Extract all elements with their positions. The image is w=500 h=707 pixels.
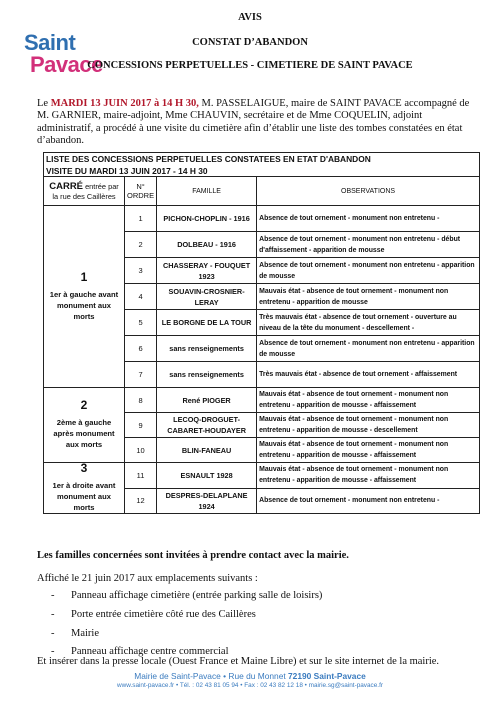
row-number: 4 — [125, 284, 157, 310]
row-number: 6 — [125, 336, 157, 362]
carre-number: 3 — [80, 461, 88, 475]
row-number: 11 — [125, 463, 157, 489]
bullet-text: Porte entrée cimetière côté rue des Caillères — [71, 609, 256, 620]
row-observation: Absence de tout ornement - monument non entretenu - — [257, 488, 480, 514]
row-number: 9 — [125, 413, 157, 438]
footer-contact: www.saint-pavace.fr • Tél. : 02 43 81 05 94 • Fax : 02 43 82 12 18 • mairie.sg@saint-pavace.fr — [116, 682, 383, 689]
carre-desc: 2ème à gauche après monument aux morts — [53, 418, 115, 449]
carre-desc: 1er à gauche avant monument aux morts — [49, 289, 119, 321]
row-number: 10 — [125, 438, 157, 463]
carre-number: 2 — [80, 398, 88, 412]
header-concessions: CONCESSIONS PERPETUELLES - CIMETIERE DE SAINT PAVACE — [87, 60, 413, 71]
row-observation: Absence de tout ornement - monument non entretenu - apparition de mousse — [257, 336, 480, 362]
row-family: sans renseignements — [157, 336, 257, 362]
row-family: ESNAULT 1928 — [157, 463, 257, 489]
carre-desc: 1er à droite avant monument aux morts — [52, 481, 116, 512]
intro-rest: M. PASSELAIGUE, maire de SAINT PAVACE accompagné de M. GARNIER, maire-adjoint, Mme CHAUVIN, secrétaire et de Mme COQUELIN, adjoint administratif, a procédé à une visite du cimetière afin d’établir une liste des tombes constatées en état d’abandon. — [37, 98, 470, 147]
row-family: René PIOGER — [157, 388, 257, 413]
header-avis: AVIS — [238, 12, 262, 23]
row-observation: Absence de tout ornement - monument non entretenu - apparition de mousse — [257, 258, 480, 284]
carre-2 — [44, 388, 125, 463]
row-observation: Mauvais état - absence de tout ornement - monument non entretenu - apparition de mousse - affaissement — [257, 388, 480, 413]
bullet-item: - Mairie — [51, 628, 99, 639]
footer — [0, 671, 500, 689]
row-family: CHASSERAY - FOUQUET 1923 — [157, 258, 257, 284]
header-carre — [44, 177, 125, 206]
row-number: 3 — [125, 258, 157, 284]
row-family: PICHON-CHOPLIN - 1916 — [157, 206, 257, 232]
header-num-line1: N° — [136, 182, 145, 191]
header-carre-rest: entrée par la rue des Caillères — [52, 182, 119, 201]
bullet-text: Mairie — [71, 628, 99, 639]
header-num-line2: ORDRE — [127, 191, 155, 200]
families-invitation: Les familles concernées sont invitées à prendre contact avec la mairie. — [37, 550, 349, 561]
row-family: LECOQ-DROGUET-CABARET-HOUDAYER — [157, 413, 257, 438]
row-observation: Très mauvais état - absence de tout ornement - affaissement — [257, 362, 480, 388]
row-family: LE BORGNE DE LA TOUR — [157, 310, 257, 336]
bullet-text: Panneau affichage centre commercial — [71, 646, 229, 657]
row-number: 1 — [125, 206, 157, 232]
presse-paragraph: Et insérer dans la presse locale (Ouest France et Maine Libre) et sur le site internet de la mairie. — [37, 656, 440, 667]
footer-rue: Rue du Monnet — [228, 671, 286, 681]
carre-1 — [44, 206, 125, 388]
header-observations: OBSERVATIONS — [257, 177, 480, 206]
intro-date: MARDI 13 JUIN 2017 à 14 H 30, — [50, 98, 199, 109]
row-observation: Mauvais état - absence de tout ornement - monument non entretenu - apparition de mousse — [257, 284, 480, 310]
row-number: 8 — [125, 388, 157, 413]
header-num — [125, 177, 157, 206]
row-observation: Mauvais état - absence de tout ornement - monument non entretenu - apparition de mousse - descellement — [257, 413, 480, 438]
abandon-table — [43, 152, 480, 514]
intro-paragraph — [37, 98, 477, 148]
row-observation: Absence de tout ornement - monument non entretenu - — [257, 206, 480, 232]
bullet-text: Panneau affichage cimetière (entrée parking salle de loisirs) — [71, 590, 323, 601]
header-family: FAMILLE — [157, 177, 257, 206]
bullet-item: - Porte entrée cimetière côté rue des Caillères — [51, 609, 256, 620]
row-observation: Mauvais état - absence de tout ornement - monument non entretenu - apparition de mousse - affaissement — [257, 438, 480, 463]
bullet-item: - Panneau affichage cimetière (entrée parking salle de loisirs) — [51, 590, 323, 601]
row-family: SOUAVIN-CROSNIER-LERAY — [157, 284, 257, 310]
footer-address: Mairie de Saint-Pavace • Rue du Monnet 72190 Saint-Pavace — [134, 671, 366, 681]
header-carre-bold: CARRÉ — [49, 181, 84, 192]
row-observation: Absence de tout ornement - monument non entretenu - début d'affaissement - apparition de mousse — [257, 232, 480, 258]
table-subtitle: VISITE DU MARDI 13 JUIN 2017 - 14 H 30 — [44, 165, 480, 177]
carre-3 — [44, 463, 125, 514]
logo-line-pavace: Pavace — [30, 52, 103, 77]
row-observation: Mauvais état - absence de tout ornement - monument non entretenu - apparition de mousse - affaissement — [257, 463, 480, 489]
row-family: BLIN-FANEAU — [157, 438, 257, 463]
header-constat: CONSTAT D’ABANDON — [192, 37, 308, 48]
carre-number: 1 — [80, 269, 88, 284]
row-number: 2 — [125, 232, 157, 258]
row-family: DOLBEAU - 1916 — [157, 232, 257, 258]
affiche-line: Affiché le 21 juin 2017 aux emplacements suivants : — [37, 573, 258, 584]
bullet-item: - Panneau affichage centre commercial — [51, 646, 229, 657]
row-number: 12 — [125, 488, 157, 514]
row-number: 5 — [125, 310, 157, 336]
intro-prefix: Le — [37, 98, 51, 109]
row-family: sans renseignements — [157, 362, 257, 388]
row-family: DESPRES-DELAPLANE 1924 — [157, 488, 257, 514]
footer-mairie: Mairie de Saint-Pavace — [134, 671, 221, 681]
footer-cp: 72190 Saint-Pavace — [288, 671, 366, 681]
row-observation: Très mauvais état - absence de tout ornement - ouverture au niveau de la tête du monument - descellement - — [257, 310, 480, 336]
logo-line-saint: Saint — [24, 30, 76, 55]
row-number: 7 — [125, 362, 157, 388]
table-title: LISTE DES CONCESSIONS PERPETUELLES CONSTATEES EN ETAT D'ABANDON — [44, 153, 480, 166]
